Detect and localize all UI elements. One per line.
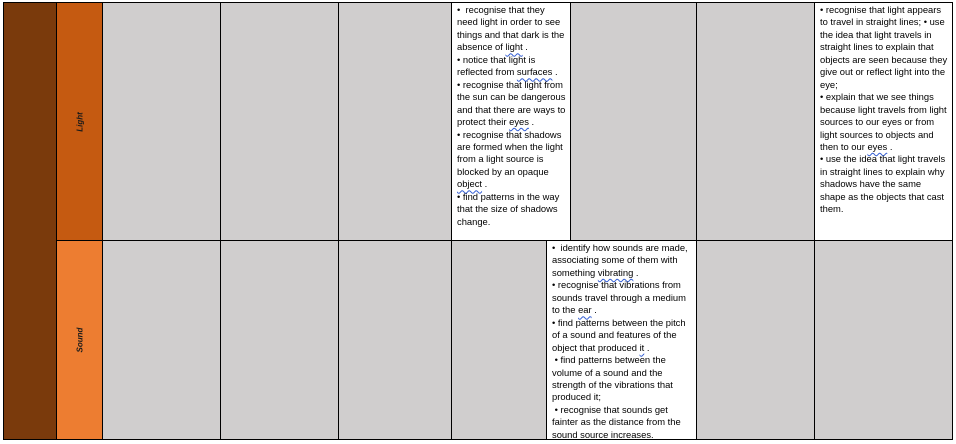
sound-empty-cell-2 [220,240,339,440]
objective-text: • recognise that light appears to travel in straight lines; • use the idea that light travels in straight lines to explain that objects are seen because they give out or reflect light into the eye; [820,4,950,90]
objective-text: • notice that light is reflected from [457,53,538,78]
sound-label-cell [56,240,103,440]
objective-punct: . [482,178,488,190]
objective-text: • recognise that vibrations from sounds travel through a medium to the [552,279,689,316]
objective-item [820,91,949,153]
objective-item [552,404,693,440]
sound-objectives-cell [546,240,697,440]
objective-keyword: vibrating [597,266,634,278]
objective-item [552,279,693,316]
objective-item [552,242,693,279]
objective-punct: . [528,116,535,128]
sound-empty-cell-4 [451,240,547,440]
objective-item [820,153,949,215]
sound-label: Sound [75,327,84,353]
objective-text: • explain that we see things because light travels from light sources to our eyes or from light sources to objects and then to our [820,91,950,152]
objective-item [552,354,693,404]
objective-text: • recognise that sounds get fainter as the distance from the sound source increases. [552,403,684,440]
light-empty-cell-5 [696,2,815,241]
objective-text: • use the idea that light travels in straight lines to explain why shadows have the same shape as the objects that cast them. [820,153,948,215]
objective-item [457,4,567,54]
light-empty-cell-1 [102,2,221,241]
light-empty-cell-2 [220,2,339,241]
objective-text: • recognise that shadows are formed when the light from a light source is blocked by an opaque [457,128,566,177]
objective-punct: . [644,341,650,353]
light-objectives-cell-b [814,2,953,241]
objective-punct: . [552,66,558,78]
objective-item [457,54,567,79]
objective-item [457,79,567,129]
curriculum-table [3,2,953,440]
sound-empty-cell-5 [696,240,815,440]
objective-item [457,129,567,191]
objective-keyword: it [639,341,645,353]
objective-keyword: light [505,41,523,53]
objective-keyword: surfaces [516,66,553,78]
objective-item [552,317,693,354]
objective-text: • find patterns between the pitch of a sound and features of the object that produced [552,316,689,353]
objective-text: • recognise that they need light in order to see things and that dark is the absence of [457,4,567,53]
objective-text: • recognise that light from the sun can be dangerous and that there are ways to protect their [457,78,569,128]
objective-text: • find patterns in the way that the size of shadows change. [457,190,562,227]
sound-empty-cell-6 [814,240,953,440]
light-label-cell [56,2,103,241]
objective-punct: . [887,140,893,152]
objective-item [820,4,949,91]
topic-band [3,2,57,440]
objective-item [457,191,567,228]
light-objectives-cell-a [451,2,571,241]
objective-punct: . [522,41,528,53]
light-empty-cell-3 [338,2,452,241]
objective-text: • find patterns between the volume of a sound and the strength of the vibrations that produced it; [552,354,676,403]
sound-empty-cell-1 [102,240,221,440]
objective-text: • identify how sounds are made, associating some of them with something [552,242,691,278]
light-empty-cell-4 [570,2,697,241]
objective-keyword: ear [578,304,592,316]
light-label: Light [75,111,84,132]
objective-keyword: object [457,178,483,190]
sound-empty-cell-3 [338,240,452,440]
objective-keyword: eyes [867,140,888,152]
objective-keyword: eyes [509,116,529,128]
objective-punct: . [591,304,597,316]
objective-punct: . [633,266,639,278]
